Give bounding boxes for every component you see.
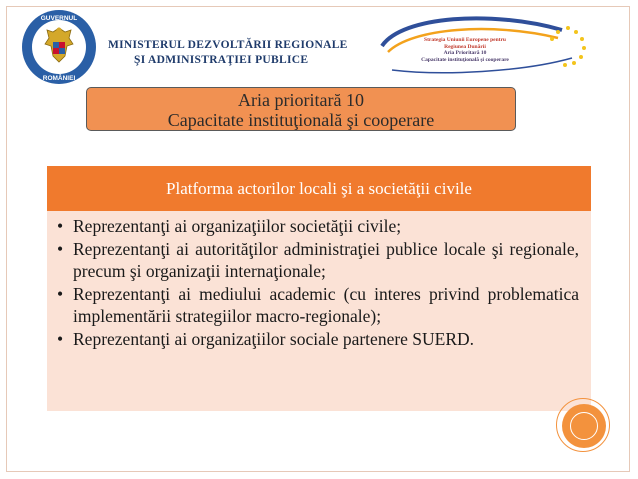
platform-members-list	[57, 215, 579, 350]
list-item: • Reprezentanţi ai organizaţiilor societăţii civile;	[57, 215, 579, 238]
logo-line-3: Aria Prioritară 10	[443, 50, 487, 56]
ministry-line-1: MINISTERUL DEZVOLTĂRII REGIONALE	[108, 39, 348, 51]
priority-area-subtitle: Capacitate instituţională şi cooperare	[167, 110, 435, 130]
list-item: • Reprezentanţi ai autorităţilor administraţiei publice locale şi regionale, precum şi organizaţii internaţionale;	[57, 238, 579, 283]
platform-list-panel	[47, 211, 591, 411]
eusdr-logo-text	[395, 37, 535, 63]
priority-area-box	[86, 87, 516, 131]
list-item: • Reprezentanţi ai organizaţiilor sociale partenere SUERD.	[57, 328, 579, 351]
crest-text-bottom: ROMÂNIEI	[42, 75, 76, 82]
header	[0, 0, 638, 82]
crest-text-top: GUVERNUL	[40, 15, 78, 22]
ministry-line-2: ŞI ADMINISTRAŢIEI PUBLICE	[134, 54, 309, 66]
logo-line-2: Regiunea Dunării	[444, 43, 486, 50]
priority-area-title: Aria prioritară 10	[238, 90, 364, 110]
decorative-inner-ring	[570, 412, 598, 440]
platform-title: Platforma actorilor locali şi a societăţii civile	[47, 166, 591, 211]
logo-line-4: Capacitate instituţională şi cooperare	[421, 56, 509, 63]
ministry-name	[108, 38, 368, 68]
list-item: • Reprezentanţi ai mediului academic (cu interes privind problematica implementării strategiilor macro-regionale);	[57, 283, 579, 328]
logo-line-1: Strategia Uniunii Europene pentru	[424, 37, 506, 43]
government-crest-logo	[20, 8, 98, 86]
